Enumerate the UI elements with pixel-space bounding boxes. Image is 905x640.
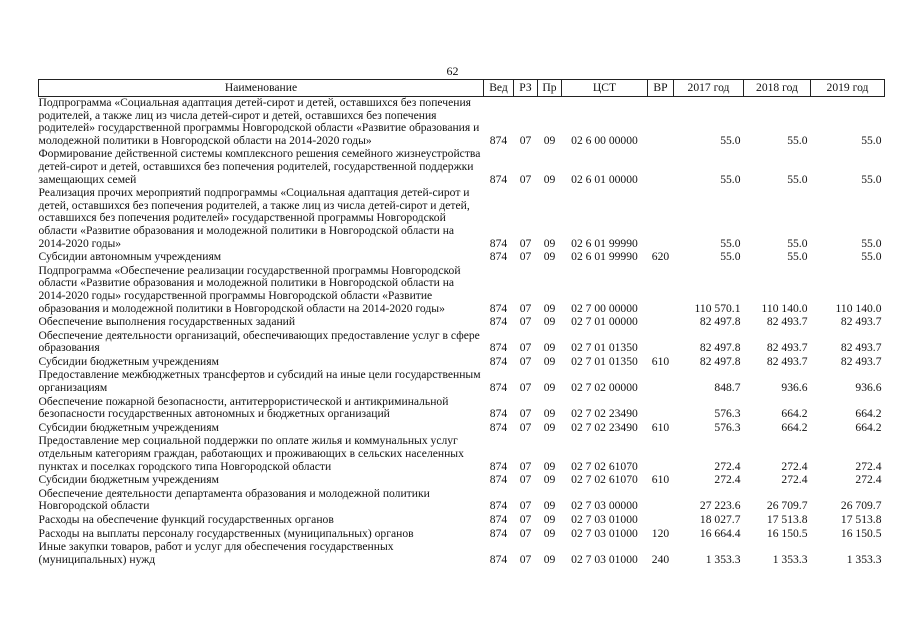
name-cell: Обеспечение выполнения государственных заданий (38, 315, 296, 329)
ved-cell: 874 (489, 526, 508, 540)
table-row (39, 330, 885, 356)
ved-cell: 874 (489, 420, 508, 434)
cst-cell: 02 6 00 00000 (571, 133, 638, 147)
amount-2017-cell: 82 497.8 (699, 315, 741, 329)
vr-cell (648, 396, 674, 422)
pr-cell: 09 (543, 499, 556, 513)
vr-cell (648, 514, 674, 528)
amount-2017-cell: 55.0 (720, 172, 741, 186)
table-row (39, 369, 885, 395)
pr-cell: 09 (543, 250, 556, 264)
column-header-pr: Пр (538, 80, 562, 97)
cst-cell: 02 6 01 99990 (571, 236, 638, 250)
amount-2018-cell: 664.2 (781, 420, 808, 434)
name-cell: Обеспечение пожарной безопасности, антитеррористической и антикриминальной безопасности государственных автономных и бюджетных организаций (38, 394, 449, 421)
pr-cell: 09 (543, 420, 556, 434)
cst-cell: 02 7 00 00000 (571, 301, 638, 315)
pr-cell: 09 (543, 341, 556, 355)
cst-cell: 02 7 01 01350 (571, 354, 638, 368)
amount-2018-cell: 55.0 (787, 236, 808, 250)
table-row (39, 422, 885, 436)
amount-2018-cell: 55.0 (787, 172, 808, 186)
table-body (39, 97, 885, 568)
rz-cell: 07 (519, 236, 532, 250)
table-row (39, 148, 885, 187)
vr-cell (648, 316, 674, 330)
amount-2018-cell: 936.6 (781, 381, 808, 395)
vr-cell (648, 148, 674, 187)
pr-cell: 09 (543, 315, 556, 329)
amount-2019-cell: 26 709.7 (840, 499, 882, 513)
name-cell: Субсидии автономным учреждениям (38, 250, 222, 264)
table-row (39, 251, 885, 265)
amount-2019-cell: 664.2 (855, 420, 882, 434)
ved-cell: 874 (489, 473, 508, 487)
amount-2018-cell: 110 140.0 (761, 301, 808, 315)
pr-cell: 09 (543, 172, 556, 186)
rz-cell: 07 (519, 250, 532, 264)
amount-2018-cell: 55.0 (787, 133, 808, 147)
pr-cell: 09 (543, 473, 556, 487)
name-cell: Предоставление межбюджетных трансфертов и субсидий на иные цели государственным организациям (38, 368, 481, 395)
amount-2019-cell: 272.4 (855, 459, 882, 473)
rz-cell: 07 (519, 341, 532, 355)
amount-2017-cell: 16 664.4 (699, 526, 741, 540)
cst-cell: 02 7 03 01000 (571, 513, 638, 526)
amount-2018-cell: 272.4 (781, 473, 808, 487)
amount-2018-cell: 82 493.7 (766, 354, 808, 368)
amount-2017-cell: 576.3 (714, 407, 741, 421)
ved-cell: 874 (489, 459, 508, 473)
pr-cell: 09 (543, 526, 556, 540)
table-row (39, 356, 885, 370)
pr-cell: 09 (543, 354, 556, 368)
name-cell: Расходы на выплаты персоналу государственных (муниципальных) органов (38, 526, 414, 540)
column-header-2017: 2017 год (674, 80, 744, 97)
vr-cell: 610 (651, 420, 670, 434)
amount-2019-cell: 55.0 (861, 172, 882, 186)
vr-cell (648, 488, 674, 514)
rz-cell: 07 (519, 526, 532, 540)
vr-cell (648, 330, 674, 356)
rz-cell: 07 (519, 172, 532, 186)
amount-2017-cell: 110 570.1 (694, 301, 741, 315)
cst-cell: 02 7 03 01000 (571, 526, 638, 540)
ved-cell: 874 (489, 341, 508, 355)
amount-2018-cell: 82 493.7 (766, 315, 808, 329)
name-cell: Предоставление мер социальной поддержки по оплате жилья и коммунальных услуг отдельным категориям граждан, работающих и проживающих в сельских населенных пунктах и поселках городского типа Новгородской области (38, 434, 464, 473)
cst-cell: 02 6 01 00000 (571, 172, 638, 186)
cst-cell: 02 7 02 61070 (571, 473, 638, 487)
amount-2017-cell: 272.4 (714, 473, 741, 487)
amount-2019-cell: 82 493.7 (840, 354, 882, 368)
table-row (39, 265, 885, 316)
amount-2018-cell: 16 150.5 (766, 526, 808, 540)
ved-cell: 874 (489, 133, 508, 147)
vr-cell: 620 (651, 250, 670, 264)
name-cell: Расходы на обеспечение функций государственных органов (38, 513, 334, 526)
column-header-vr: ВР (648, 80, 674, 97)
table-row (39, 541, 885, 567)
name-cell: Подпрограмма «Социальная адаптация детей-сирот и детей, оставшихся без попечения родителей, а также лиц из числа детей-сирот и детей, оставшихся без попечения родителей» государственной программы Новгородской области «Развитие образования и молодежной политики в Новгородской области на 2014-2020 годы» (38, 96, 480, 147)
amount-2019-cell: 55.0 (861, 133, 882, 147)
cst-cell: 02 7 01 01350 (571, 341, 638, 355)
amount-2019-cell: 272.4 (855, 473, 882, 487)
rz-cell: 07 (519, 420, 532, 434)
ved-cell: 874 (489, 552, 508, 566)
amount-2018-cell: 26 709.7 (766, 499, 808, 513)
table-row (39, 514, 885, 528)
vr-cell: 610 (651, 354, 670, 368)
rz-cell: 07 (519, 354, 532, 368)
amount-2017-cell: 1 353.3 (705, 552, 741, 566)
ved-cell: 874 (489, 172, 508, 186)
name-cell: Реализация прочих мероприятий подпрограммы «Социальная адаптация детей-сирот и детей, оставшихся без попечения родителей, а также лиц из числа детей-сирот и детей, оставшихся без попечения родителей» государственной программы Новгородской области «Развитие образования и молодежной политики в Новгородской области на 2014-2020 годы» (38, 186, 470, 250)
rz-cell: 07 (519, 133, 532, 147)
pr-cell: 09 (543, 513, 556, 526)
column-header-2018: 2018 год (744, 80, 811, 97)
amount-2017-cell: 82 497.8 (699, 354, 741, 368)
pr-cell: 09 (543, 236, 556, 250)
ved-cell: 874 (489, 354, 508, 368)
amount-2017-cell: 55.0 (720, 236, 741, 250)
rz-cell: 07 (519, 459, 532, 473)
vr-cell (648, 265, 674, 316)
amount-2019-cell: 110 140.0 (835, 301, 882, 315)
amount-2019-cell: 55.0 (861, 236, 882, 250)
amount-2018-cell: 272.4 (781, 459, 808, 473)
name-cell: Субсидии бюджетным учреждениям (38, 420, 219, 434)
amount-2019-cell: 16 150.5 (840, 526, 882, 540)
cst-cell: 02 7 01 00000 (571, 315, 638, 329)
table-row (39, 396, 885, 422)
cst-cell: 02 7 02 23490 (571, 420, 638, 434)
table-row (39, 187, 885, 251)
amount-2019-cell: 17 513.8 (840, 513, 882, 526)
amount-2017-cell: 272.4 (714, 459, 741, 473)
amount-2019-cell: 82 493.7 (840, 315, 882, 329)
pr-cell: 09 (543, 552, 556, 566)
rz-cell: 07 (519, 552, 532, 566)
rz-cell: 07 (519, 407, 532, 421)
amount-2018-cell: 82 493.7 (766, 341, 808, 355)
ved-cell: 874 (489, 499, 508, 513)
column-header-name: Наименование (39, 80, 484, 97)
vr-cell (648, 97, 674, 149)
name-cell: Обеспечение деятельности департамента образования и молодежной политики Новгородской области (38, 486, 430, 513)
vr-cell: 610 (651, 473, 670, 487)
table-header-row (39, 80, 885, 97)
amount-2017-cell: 18 027.7 (699, 513, 741, 526)
amount-2019-cell: 936.6 (855, 381, 882, 395)
column-header-cst: ЦСТ (562, 80, 648, 97)
budget-table (38, 79, 885, 567)
ved-cell: 874 (489, 513, 508, 526)
ved-cell: 874 (489, 381, 508, 395)
amount-2019-cell: 82 493.7 (840, 341, 882, 355)
column-header-ved: Вед (484, 80, 514, 97)
amount-2019-cell: 664.2 (855, 407, 882, 421)
amount-2018-cell: 1 353.3 (772, 552, 808, 566)
rz-cell: 07 (519, 499, 532, 513)
pr-cell: 09 (543, 301, 556, 315)
cst-cell: 02 7 02 23490 (571, 407, 638, 421)
amount-2018-cell: 55.0 (787, 250, 808, 264)
vr-cell (648, 369, 674, 395)
rz-cell: 07 (519, 513, 532, 526)
name-cell: Формирование действенной системы комплексного решения семейного жизнеустройства детей-сирот и детей, оставшихся без попечения родителей, государственной поддержки замещающих семей (38, 147, 481, 186)
cst-cell: 02 7 02 00000 (571, 381, 638, 395)
amount-2017-cell: 55.0 (720, 250, 741, 264)
table-row (39, 528, 885, 542)
cst-cell: 02 6 01 99990 (571, 250, 638, 264)
column-header-rz: РЗ (514, 80, 538, 97)
amount-2017-cell: 848.7 (714, 381, 741, 395)
vr-cell (648, 435, 674, 474)
rz-cell: 07 (519, 315, 532, 329)
vr-cell (648, 187, 674, 251)
table-row (39, 488, 885, 514)
pr-cell: 09 (543, 459, 556, 473)
cst-cell: 02 7 02 61070 (571, 459, 638, 473)
amount-2017-cell: 55.0 (720, 133, 741, 147)
vr-cell: 240 (651, 552, 670, 566)
ved-cell: 874 (489, 301, 508, 315)
amount-2019-cell: 55.0 (861, 250, 882, 264)
rz-cell: 07 (519, 473, 532, 487)
amount-2018-cell: 17 513.8 (766, 513, 808, 526)
rz-cell: 07 (519, 381, 532, 395)
amount-2017-cell: 27 223.6 (699, 499, 741, 513)
vr-cell: 120 (651, 526, 670, 540)
amount-2019-cell: 1 353.3 (846, 552, 882, 566)
pr-cell: 09 (543, 407, 556, 421)
pr-cell: 09 (543, 133, 556, 147)
amount-2017-cell: 576.3 (714, 420, 741, 434)
name-cell: Субсидии бюджетным учреждениям (38, 473, 219, 487)
page-number: 62 (446, 64, 459, 78)
ved-cell: 874 (489, 236, 508, 250)
table-row (39, 435, 885, 474)
pr-cell: 09 (543, 381, 556, 395)
name-cell: Обеспечение деятельности организаций, обеспечивающих предоставление услуг в сфере образования (38, 328, 480, 355)
column-header-2019: 2019 год (811, 80, 885, 97)
table-row (39, 316, 885, 330)
amount-2018-cell: 664.2 (781, 407, 808, 421)
amount-2017-cell: 82 497.8 (699, 341, 741, 355)
ved-cell: 874 (489, 250, 508, 264)
table-row (39, 474, 885, 488)
rz-cell: 07 (519, 301, 532, 315)
cst-cell: 02 7 03 00000 (571, 499, 638, 513)
ved-cell: 874 (489, 407, 508, 421)
ved-cell: 874 (489, 315, 508, 329)
name-cell: Подпрограмма «Обеспечение реализации государственной программы Новгородской области «Развитие образования и молодежной политики в Новгородской области на 2014-2020 годы» государственной программы Новгородской области «Развитие образования и молодежной политики в Новгородской области на 2014-2020 годы» (38, 263, 461, 315)
table-row (39, 97, 885, 149)
cst-cell: 02 7 03 01000 (571, 552, 638, 566)
name-cell: Иные закупки товаров, работ и услуг для обеспечения государственных (муниципальных) нужд (38, 540, 394, 566)
name-cell: Субсидии бюджетным учреждениям (38, 354, 219, 368)
